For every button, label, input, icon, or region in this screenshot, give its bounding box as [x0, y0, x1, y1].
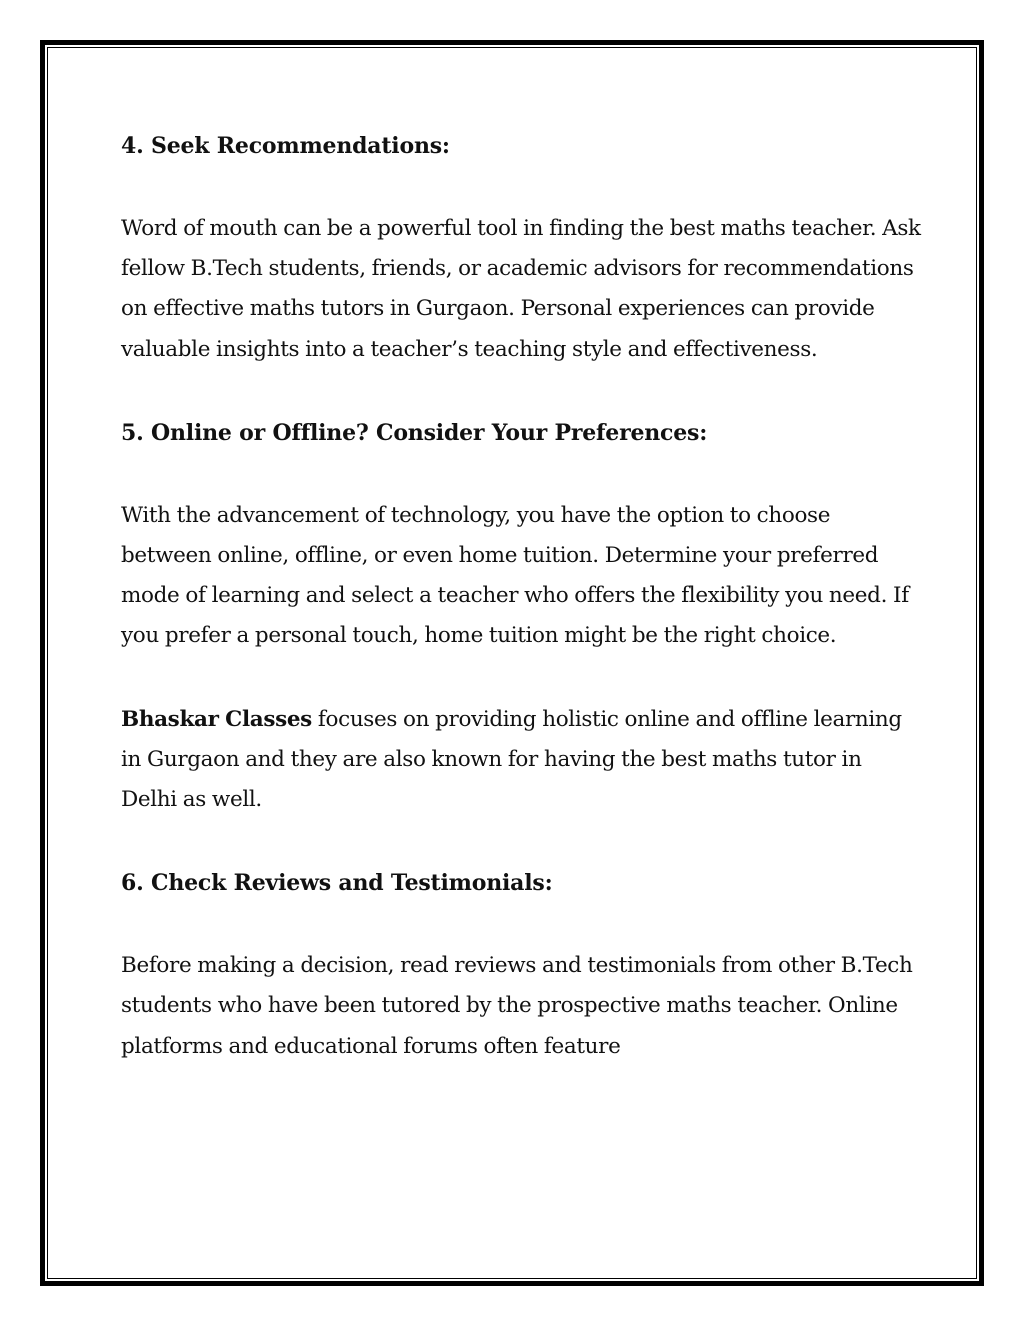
bhaskar-classes-name: Bhaskar Classes	[121, 706, 312, 732]
section-paragraph-recommendations: Word of mouth can be a powerful tool in finding the best maths teacher. Ask fellow B.Tech students, friends, or academic advisors for recommendations on effective maths tutors in Gurgaon. Personal experiences can provide valuable insights into a teacher’s teaching style and effectiveness.	[121, 216, 921, 362]
section-heading-online-offline: 5. Online or Offline? Consider Your Preferences:	[121, 419, 708, 446]
bhaskar-classes-paragraph	[121, 700, 921, 821]
document-body	[121, 126, 921, 1067]
section-paragraph-reviews: Before making a decision, read reviews and testimonials from other B.Tech students who have been tutored by the prospective maths teacher. Online platforms and educational forums often feature	[121, 953, 913, 1059]
bhaskar-classes-description: focuses on providing holistic online and offline learning in Gurgaon and they are also known for having the best maths tutor in Delhi as well.	[121, 706, 902, 813]
section-heading-reviews: 6. Check Reviews and Testimonials:	[121, 870, 553, 897]
section-heading-recommendations: 4. Seek Recommendations:	[121, 133, 450, 159]
section-paragraph-online-offline: With the advancement of technology, you have the option to choose between online, offline, or even home tuition. Determine your preferred mode of learning and select a teacher who offers the flexibility you need. If you prefer a personal touch, home tuition might be the right choice.	[121, 502, 909, 649]
